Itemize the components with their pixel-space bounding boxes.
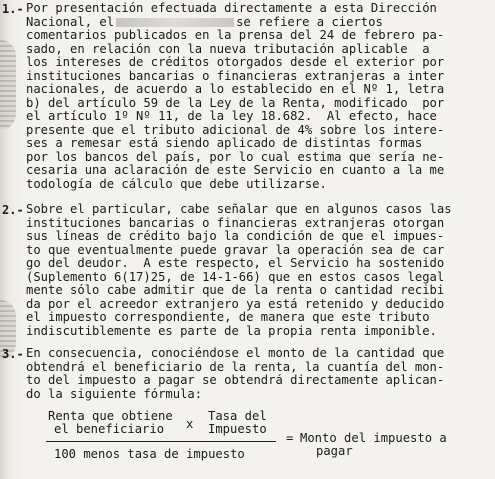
formula-term2-line1: Tasa del xyxy=(208,409,267,423)
text-line: do la siguiente fórmula: xyxy=(26,387,203,401)
formula-result-line1: Monto del impuesto a xyxy=(300,431,447,445)
text-line: b) del artículo 59 de la Ley de la Renta, modificado por xyxy=(26,96,445,110)
text-line: el impuesto correspondiente, de manera que este tributo xyxy=(26,311,430,324)
text-line: instituciones bancarias o financieras extranjeras otorgan xyxy=(26,216,445,230)
paragraph-3 xyxy=(26,347,488,401)
text-line: mente sólo cabe admitir que de la renta o cantidad recibi xyxy=(26,284,445,297)
text-line: el artículo 1º Nº 11, de la ley 18.682. Al efecto, hace xyxy=(26,110,437,123)
text-line: todología de cálculo que debe utilizarse. xyxy=(26,177,327,191)
scan-margin-shadow xyxy=(0,40,16,130)
paragraph-number: 1.- xyxy=(2,2,24,16)
text-line: instituciones bancarias o financieras extranjeras a inter xyxy=(26,69,445,83)
formula-multiply-operator: x xyxy=(186,417,194,431)
formula-term2-line2: Impuesto xyxy=(208,422,267,436)
text-line: cesaria una aclaración de este Servicio en cuanto a la me xyxy=(26,164,445,177)
text-line: indiscutiblemente es parte de la propia renta imponible. xyxy=(26,324,437,338)
text-line: los intereses de créditos otorgados desde el exterior por xyxy=(26,56,445,69)
formula-result-line2: pagar xyxy=(316,444,353,458)
text-line: En consecuencia, conociéndose el monto de la cantidad que xyxy=(26,347,445,360)
text-line: Por presentación efectuada directamente a esta Dirección xyxy=(26,2,437,15)
formula-term1-line1: Renta que obtiene xyxy=(48,409,173,423)
text-line: sus líneas de crédito bajo la condición de que el impues- xyxy=(26,230,445,243)
text-line: to que eventualmente puede gravar la operación sea de car xyxy=(26,243,445,257)
text-line: comentarios publicados en la prensa del 24 de febrero pa- xyxy=(26,29,445,42)
text-line: go del deudor. A este respecto, el Servicio ha sostenido xyxy=(26,257,445,270)
text-line: nacionales, de acuerdo a lo establecido en el Nº 1, letra xyxy=(26,83,445,96)
text-line: to del impuesto a pagar se obtendrá directamente aplican- xyxy=(26,374,445,387)
formula-term1-line2: el beneficiario xyxy=(54,422,165,436)
paragraph-number: 2.- xyxy=(2,203,24,217)
formula-equals-sign: = xyxy=(286,431,294,445)
formula-fraction-bar xyxy=(46,441,276,442)
text-line: Sobre el particular, cabe señalar que en algunos casos las xyxy=(26,203,452,216)
tax-formula xyxy=(46,410,486,476)
paragraph-number: 3.- xyxy=(2,347,24,361)
paragraph-2 xyxy=(26,203,488,338)
formula-denominator: 100 menos tasa de impuesto xyxy=(54,447,245,461)
text-line: (Suplemento 6(17)25, de 14-1-66) que en estos casos legal xyxy=(26,270,445,284)
text-line: obtendrá el beneficiario de la renta, la cuantía del mon- xyxy=(26,360,445,374)
text-line: da por el acreedor extranjero ya está retenido y deducido xyxy=(26,297,445,311)
redacted-text xyxy=(116,18,234,27)
text-line: sado, en relación con la nueva tributación aplicable a xyxy=(26,42,430,56)
text-line: Nacional, el se refiere a ciertos xyxy=(26,15,383,29)
text-line: por los bancos del país, por lo cual estima que sería ne- xyxy=(26,150,445,164)
text-line: presente que el tributo adicional de 4% sobre los intere- xyxy=(26,123,445,137)
paragraph-1 xyxy=(26,2,488,191)
text-line: ses a remesar está siendo aplicado de distintas formas xyxy=(26,137,423,150)
